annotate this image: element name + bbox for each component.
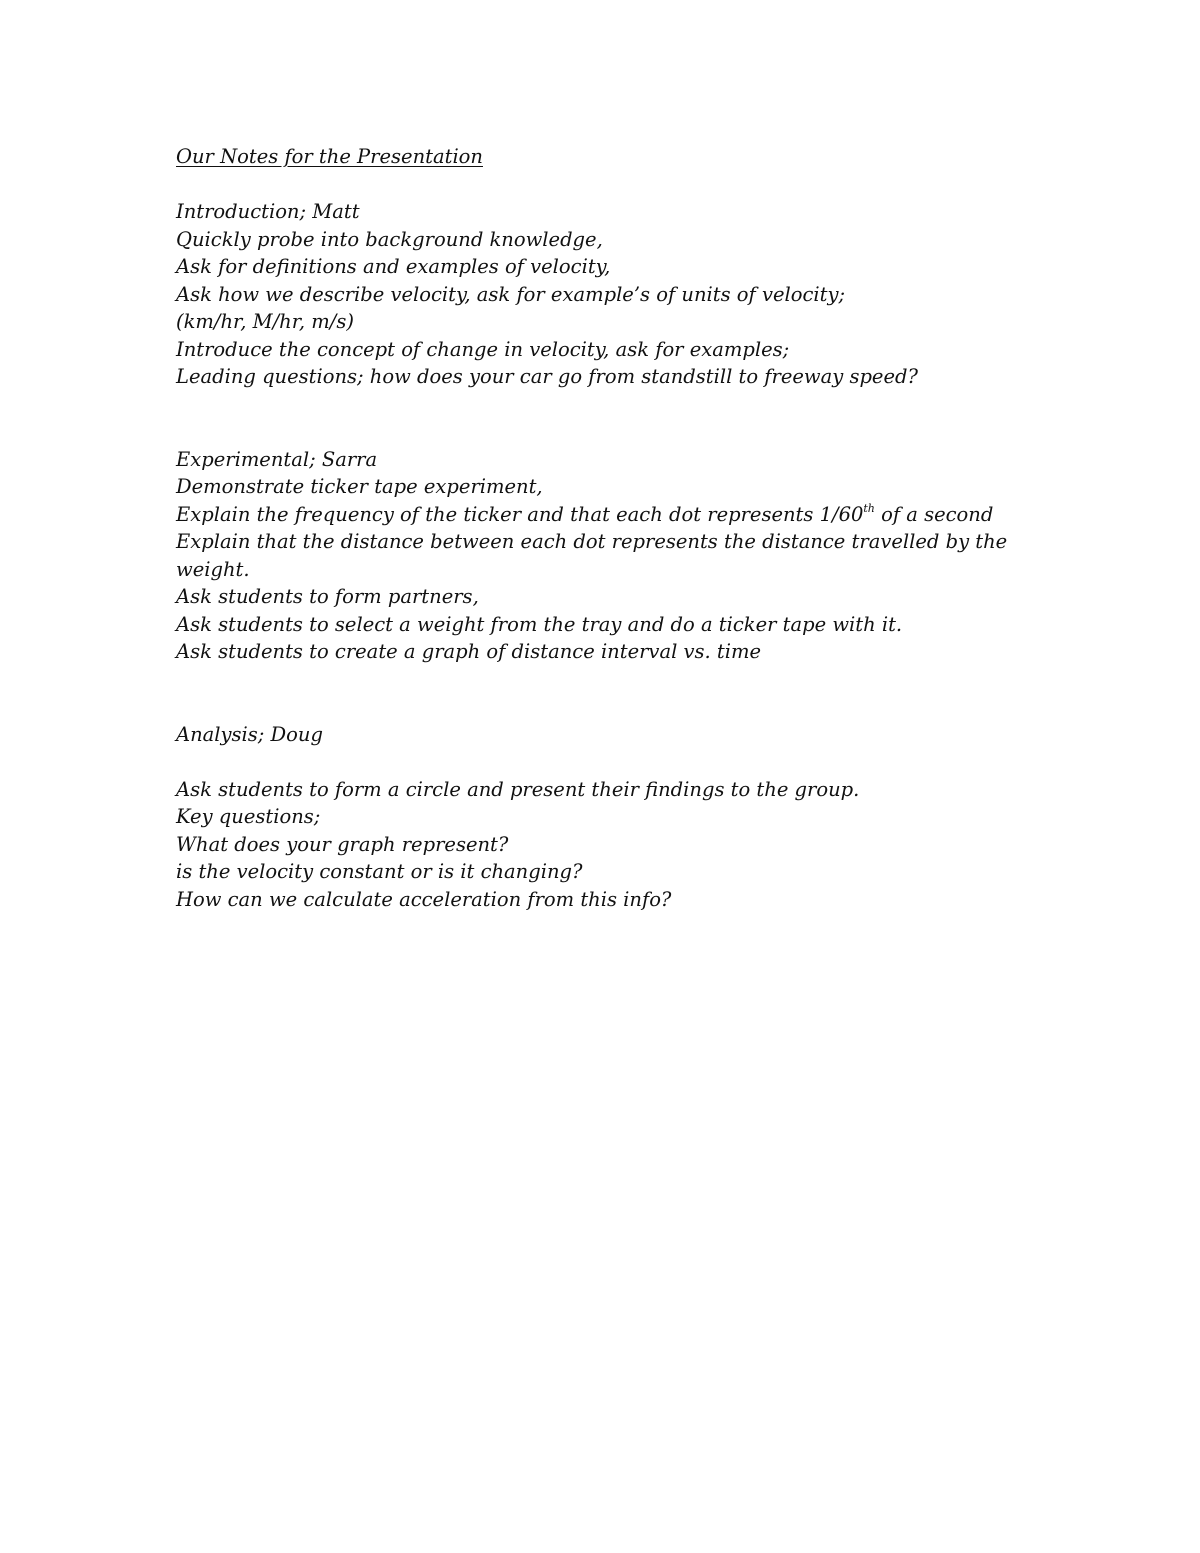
introduction-line: Introduce the concept of change in velocity, ask for examples; (176, 337, 790, 361)
spacer (176, 666, 1006, 694)
introduction-line: Ask how we describe velocity, ask for example’s of units of velocity; (176, 282, 846, 306)
experimental-line: Ask students to form partners, (176, 585, 479, 608)
experimental-line: weight. (176, 557, 250, 581)
experimental-line: Ask students to create a graph of distance interval vs. time (176, 640, 762, 663)
introduction-line: (km/hr, M/hr, m/s) (176, 310, 354, 333)
spacer (176, 693, 1006, 721)
analysis-line: is the velocity constant or is it changing? (176, 860, 583, 883)
section-heading-analysis: Analysis; Doug (176, 722, 323, 746)
frequency-text: Explain the frequency of the ticker and that each dot represents 1/60 (176, 502, 864, 526)
introduction-line: Ask for definitions and examples of velocity, (176, 255, 611, 278)
analysis-line: Key questions; (176, 805, 321, 828)
spacer (176, 171, 1006, 199)
experimental-line: Explain that the distance between each dot represents the distance travelled by the (176, 530, 1008, 553)
spacer (176, 748, 1006, 776)
document-body (176, 143, 1006, 913)
experimental-frequency-line (176, 501, 1006, 529)
analysis-line: How can we calculate acceleration from this info? (176, 887, 672, 911)
spacer (176, 418, 1006, 446)
analysis-line: Ask students to form a circle and present their findings to the group. (176, 777, 860, 801)
experimental-line: Ask students to select a weight from the tray and do a ticker tape with it. (176, 612, 903, 636)
section-heading-experimental: Experimental; Sarra (176, 447, 378, 471)
ordinal-superscript: th (863, 502, 875, 515)
introduction-line: Quickly probe into background knowledge, (176, 227, 603, 251)
introduction-line: Leading questions; how does your car go from standstill to freeway speed? (176, 365, 918, 388)
frequency-text-end: of a second (874, 502, 994, 526)
spacer (176, 391, 1006, 419)
experimental-line: Demonstrate ticker tape experiment, (176, 475, 543, 498)
document-title: Our Notes for the Presentation (176, 145, 483, 168)
analysis-line: What does your graph represent? (176, 832, 509, 856)
section-heading-introduction: Introduction; Matt (176, 200, 360, 223)
